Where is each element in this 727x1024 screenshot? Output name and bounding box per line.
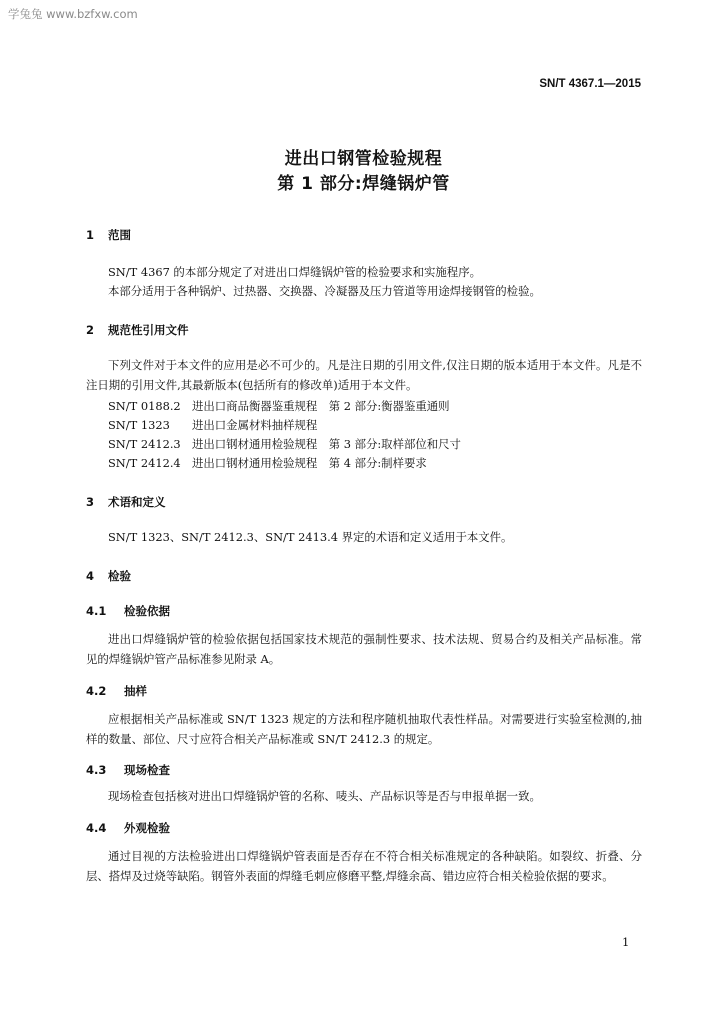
page-number: 1 xyxy=(622,935,630,949)
section-number: 1 xyxy=(86,228,95,242)
section-title: 检验 xyxy=(108,569,131,583)
subsection-4-2-text: 应根据相关产品标准或 SN/T 1323 规定的方法和程序随机抽取代表性样品。对需要进行实验室检测的,抽样的数量、部位、尺寸应符合相关产品标准或 SN/T 2412.3 的规定。 xyxy=(86,712,642,746)
subsection-title: 外观检验 xyxy=(124,821,170,835)
section-number: 3 xyxy=(86,495,95,509)
document-subtitle: 第 1 部分:焊缝锅炉管 xyxy=(277,174,450,194)
reference-item xyxy=(108,397,450,416)
reference-item xyxy=(108,435,461,454)
section-number: 4 xyxy=(86,569,95,583)
reference-item xyxy=(108,454,427,473)
section-number: 2 xyxy=(86,323,95,337)
document-number: SN/T 4367.1—2015 xyxy=(539,78,641,90)
reference-title: 进出口金属材料抽样规程 xyxy=(192,418,318,432)
document-title: 进出口钢管检验规程 xyxy=(284,149,443,169)
section-3-heading xyxy=(86,494,166,510)
reference-title: 进出口商品衡器鉴重规程 第 2 部分:衡器鉴重通则 xyxy=(192,399,450,413)
reference-code: SN/T 2412.3 xyxy=(108,437,181,451)
subsection-number: 4.2 xyxy=(86,684,107,698)
subsection-4-2-heading xyxy=(86,683,147,699)
section-title: 规范性引用文件 xyxy=(108,323,189,337)
subsection-title: 现场检查 xyxy=(124,763,170,777)
section-title: 范围 xyxy=(108,228,131,242)
subsection-4-3-text: 现场检查包括核对进出口焊缝锅炉管的名称、唛头、产品标识等是否与申报单据一致。 xyxy=(108,789,541,803)
section-title: 术语和定义 xyxy=(108,495,166,509)
reference-title: 进出口钢材通用检验规程 第 4 部分:制样要求 xyxy=(192,456,427,470)
section-1-paragraph-2: 本部分适用于各种锅炉、过热器、交换器、冷凝器及压力管道等用途焊接钢管的检验。 xyxy=(108,284,541,298)
subsection-4-3-heading xyxy=(86,762,170,778)
section-2-heading xyxy=(86,322,189,338)
subsection-number: 4.1 xyxy=(86,604,107,618)
subsection-number: 4.4 xyxy=(86,821,107,835)
reference-code: SN/T 0188.2 xyxy=(108,399,181,413)
reference-code: SN/T 1323 xyxy=(108,418,170,432)
section-3-paragraph: SN/T 1323、SN/T 2412.3、SN/T 2413.4 界定的术语和定义适用于本文件。 xyxy=(108,530,513,544)
subsection-4-1-heading xyxy=(86,603,170,619)
subsection-4-4-heading xyxy=(86,820,170,836)
subsection-title: 抽样 xyxy=(124,684,147,698)
section-2-intro: 下列文件对于本文件的应用是必不可少的。凡是注日期的引用文件,仅注日期的版本适用于本文件。凡是不注日期的引用文件,其最新版本(包括所有的修改单)适用于本文件。 xyxy=(86,358,642,392)
section-4-heading xyxy=(86,568,131,584)
subsection-title: 检验依据 xyxy=(124,604,170,618)
subsection-4-4-text: 通过目视的方法检验进出口焊缝锅炉管表面是否存在不符合相关标准规定的各种缺陷。如裂纹、折叠、分层、搭焊及过烧等缺陷。钢管外表面的焊缝毛刺应修磨平整,焊缝余高、错边应符合相关检验依据的要求。 xyxy=(86,849,642,883)
reference-title: 进出口钢材通用检验规程 第 3 部分:取样部位和尺寸 xyxy=(192,437,461,451)
reference-item xyxy=(108,416,317,435)
section-1-heading xyxy=(86,227,131,243)
subsection-number: 4.3 xyxy=(86,763,107,777)
watermark: 学兔兔 www.bzfxw.com xyxy=(8,7,138,21)
section-1-paragraph-1: SN/T 4367 的本部分规定了对进出口焊缝锅炉管的检验要求和实施程序。 xyxy=(108,265,481,279)
subsection-4-1-text: 进出口焊缝锅炉管的检验依据包括国家技术规范的强制性要求、技术法规、贸易合约及相关产品标准。常见的焊缝锅炉管产品标准参见附录 A。 xyxy=(86,632,642,666)
reference-code: SN/T 2412.4 xyxy=(108,456,181,470)
